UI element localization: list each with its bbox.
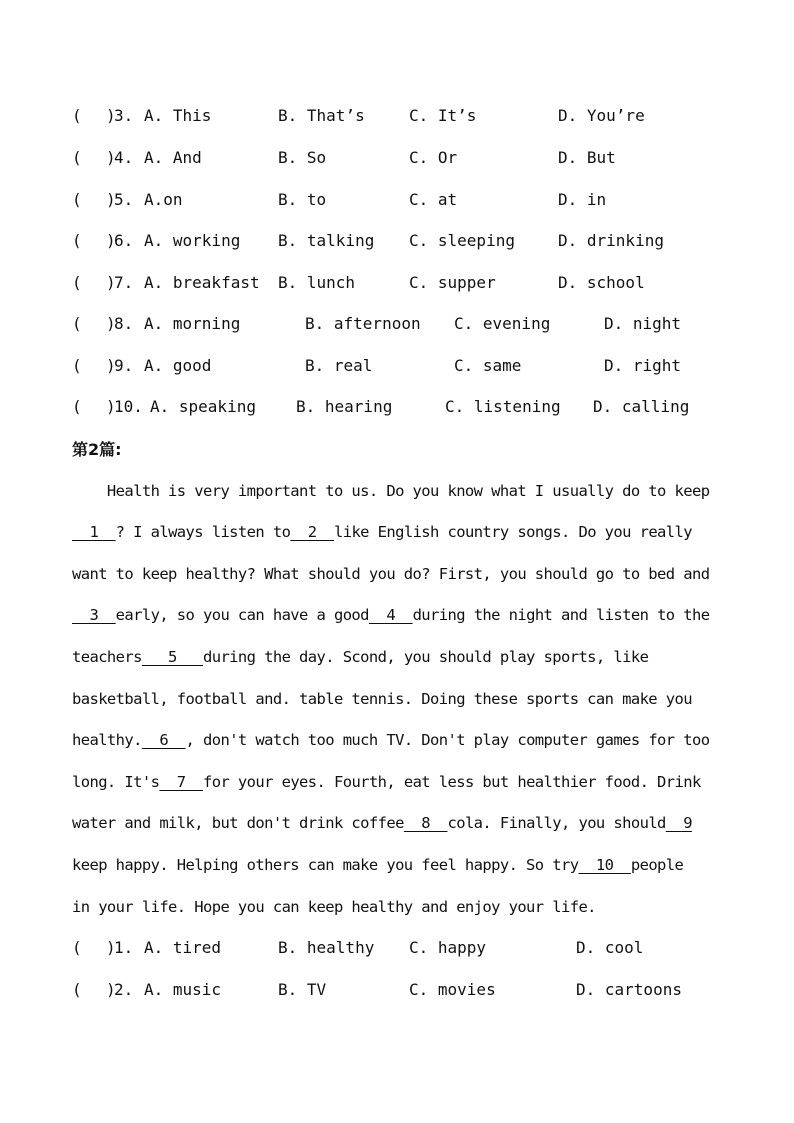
option-a: A. tired: [144, 938, 222, 957]
passage-line: [72, 770, 724, 794]
passage-text: water and milk, but don't drink coffee: [72, 814, 404, 832]
option-d: D. right: [604, 356, 682, 375]
passage-text: during the day. Scond, you should play sports, like: [202, 648, 649, 666]
passage-text: ? I always listen to: [115, 523, 291, 541]
option-c: C. Or: [409, 148, 458, 167]
question-row: [72, 188, 752, 212]
question-number: 1.: [114, 938, 134, 957]
answer-blank-open-paren: (: [72, 314, 82, 333]
option-d: D. drinking: [558, 231, 664, 250]
option-a: A. breakfast: [144, 273, 260, 292]
question-row: [72, 229, 752, 253]
question-number: 9.: [114, 356, 134, 375]
cloze-blank: 10: [578, 856, 631, 874]
cloze-blank: 4: [368, 606, 413, 624]
passage-line: [72, 645, 724, 669]
option-b: B. TV: [278, 980, 327, 999]
option-a: A. And: [144, 148, 202, 167]
passage-line: [72, 479, 724, 503]
option-c: C. listening: [445, 397, 561, 416]
option-a: A. morning: [144, 314, 241, 333]
answer-blank-open-paren: (: [72, 397, 82, 416]
passage-text: cola. Finally, you should: [447, 814, 666, 832]
passage-line: [72, 895, 724, 919]
passage-line: [72, 811, 724, 835]
cloze-blank: 3: [72, 606, 116, 624]
option-b: B. afternoon: [305, 314, 421, 333]
answer-blank-close-paren: ): [106, 190, 116, 209]
option-a: A. working: [144, 231, 241, 250]
option-c: C. supper: [409, 273, 496, 292]
answer-blank-close-paren: ): [106, 356, 116, 375]
option-b: B. real: [305, 356, 373, 375]
passage-text: in your life. Hope you can keep healthy and enjoy your life.: [72, 898, 596, 916]
answer-blank-close-paren: ): [106, 980, 116, 999]
question-row: [72, 104, 752, 128]
option-a: A. music: [144, 980, 222, 999]
cloze-blank: 9: [665, 814, 692, 832]
option-d: D. calling: [593, 397, 690, 416]
option-d: D. in: [558, 190, 607, 209]
option-a: A. speaking: [150, 397, 256, 416]
section-heading: 第2篇:: [72, 440, 122, 459]
option-d: D. school: [558, 273, 645, 292]
passage-text: basketball, football and. table tennis. Doing these sports can make you: [72, 690, 692, 708]
passage-text: keep happy. Helping others can make you feel happy. So try: [72, 856, 579, 874]
option-b: B. hearing: [296, 397, 393, 416]
cloze-blank: 8: [403, 814, 448, 832]
cloze-blank: 7: [159, 773, 203, 791]
option-b: B. healthy: [278, 938, 375, 957]
passage-line: [72, 603, 724, 627]
cloze-blank: 2: [290, 523, 334, 541]
cloze-blank: 1: [72, 523, 116, 541]
question-number: 3.: [114, 106, 134, 125]
answer-blank-open-paren: (: [72, 980, 82, 999]
option-c: C. sleeping: [409, 231, 515, 250]
passage-text: like English country songs. Do you really: [333, 523, 692, 541]
question-number: 7.: [114, 273, 134, 292]
option-b: B. lunch: [278, 273, 356, 292]
question-row: [72, 271, 752, 295]
passage-text: during the night and listen to the: [412, 606, 710, 624]
question-row: [72, 936, 752, 960]
question-number: 10.: [114, 397, 143, 416]
question-number: 8.: [114, 314, 134, 333]
question-row: [72, 146, 752, 170]
question-number: 2.: [114, 980, 134, 999]
answer-blank-open-paren: (: [72, 938, 82, 957]
passage-line: [72, 853, 724, 877]
option-c: C. It’s: [409, 106, 477, 125]
passage-text: , don't watch too much TV. Don't play computer games for too: [185, 731, 710, 749]
answer-blank-open-paren: (: [72, 273, 82, 292]
passage-line: [72, 728, 724, 752]
question-row: [72, 978, 752, 1002]
passage-text: for your eyes. Fourth, eat less but healthier food. Drink: [203, 773, 701, 791]
passage-text: teachers: [72, 648, 142, 666]
passage-text: want to keep healthy? What should you do? First, you should go to bed and: [72, 565, 710, 583]
option-b: B. That’s: [278, 106, 365, 125]
passage-line: [72, 520, 724, 544]
cloze-blank: 5: [141, 648, 203, 666]
option-b: B. to: [278, 190, 327, 209]
option-a: A.on: [144, 190, 183, 209]
question-row: [72, 395, 752, 419]
question-row: [72, 354, 752, 378]
option-a: A. good: [144, 356, 212, 375]
answer-blank-close-paren: ): [106, 397, 116, 416]
question-number: 5.: [114, 190, 134, 209]
option-a: A. This: [144, 106, 212, 125]
cloze-blank: 6: [141, 731, 186, 749]
passage-line: [72, 687, 724, 711]
answer-blank-close-paren: ): [106, 938, 116, 957]
option-b: B. So: [278, 148, 327, 167]
answer-blank-open-paren: (: [72, 148, 82, 167]
answer-blank-open-paren: (: [72, 190, 82, 209]
question-number: 6.: [114, 231, 134, 250]
option-d: D. You’re: [558, 106, 645, 125]
option-d: D. cartoons: [576, 980, 682, 999]
answer-blank-close-paren: ): [106, 231, 116, 250]
answer-blank-open-paren: (: [72, 231, 82, 250]
answer-blank-close-paren: ): [106, 314, 116, 333]
passage-text: early, so you can have a good: [115, 606, 369, 624]
option-d: D. cool: [576, 938, 644, 957]
passage-line: [72, 562, 724, 586]
passage-text: long. It's: [72, 773, 160, 791]
option-d: D. night: [604, 314, 682, 333]
option-c: C. movies: [409, 980, 496, 999]
answer-blank-open-paren: (: [72, 106, 82, 125]
option-c: C. at: [409, 190, 458, 209]
passage-text: healthy.: [72, 731, 142, 749]
answer-blank-open-paren: (: [72, 356, 82, 375]
answer-blank-close-paren: ): [106, 148, 116, 167]
option-c: C. same: [454, 356, 522, 375]
question-number: 4.: [114, 148, 134, 167]
passage-text: Health is very important to us. Do you know what I usually do to keep: [72, 482, 710, 500]
option-b: B. talking: [278, 231, 375, 250]
option-c: C. happy: [409, 938, 487, 957]
option-c: C. evening: [454, 314, 551, 333]
answer-blank-close-paren: ): [106, 273, 116, 292]
answer-blank-close-paren: ): [106, 106, 116, 125]
passage-text: people: [630, 856, 684, 874]
question-row: [72, 312, 752, 336]
option-d: D. But: [558, 148, 616, 167]
